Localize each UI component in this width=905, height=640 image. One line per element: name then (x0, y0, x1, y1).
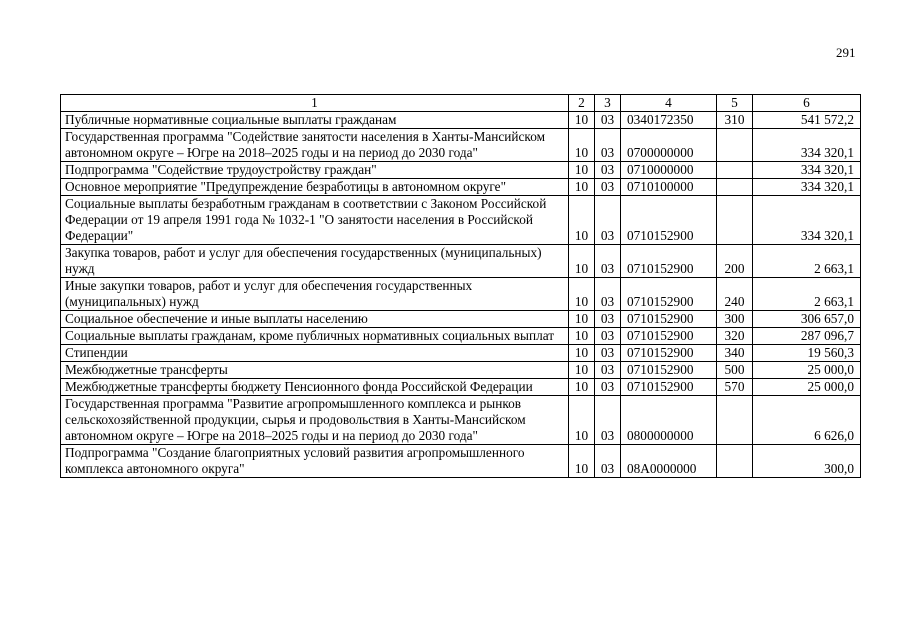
row-expense-type (717, 129, 753, 162)
row-expense-type (717, 396, 753, 445)
row-amount: 19 560,3 (753, 345, 861, 362)
row-target-code: 0710152900 (621, 278, 717, 311)
row-subsection: 03 (595, 278, 621, 311)
row-name: Социальные выплаты безработным гражданам в соответствии с Законом Российской Федерации от 19 апреля 1991 года № 1032-1 "О занятости населения в Российской Федерации" (61, 196, 569, 245)
row-name: Социальное обеспечение и иные выплаты населению (61, 311, 569, 328)
row-amount: 334 320,1 (753, 179, 861, 196)
row-target-code: 0710152900 (621, 245, 717, 278)
row-name: Иные закупки товаров, работ и услуг для обеспечения государственных (муниципальных) нужд (61, 278, 569, 311)
column-header: 1 (61, 95, 569, 112)
row-section: 10 (569, 196, 595, 245)
table-row (61, 311, 861, 328)
row-name: Социальные выплаты гражданам, кроме публичных нормативных социальных выплат (61, 328, 569, 345)
row-expense-type (717, 162, 753, 179)
row-section: 10 (569, 245, 595, 278)
row-name: Закупка товаров, работ и услуг для обеспечения государственных (муниципальных) нужд (61, 245, 569, 278)
row-section: 10 (569, 328, 595, 345)
table-row (61, 112, 861, 129)
row-target-code: 08А0000000 (621, 445, 717, 478)
row-name: Межбюджетные трансферты (61, 362, 569, 379)
row-section: 10 (569, 179, 595, 196)
row-expense-type: 310 (717, 112, 753, 129)
row-target-code: 0710000000 (621, 162, 717, 179)
row-expense-type: 200 (717, 245, 753, 278)
row-amount: 334 320,1 (753, 196, 861, 245)
table-row (61, 278, 861, 311)
table-row (61, 445, 861, 478)
row-amount: 25 000,0 (753, 362, 861, 379)
row-section: 10 (569, 445, 595, 478)
row-expense-type (717, 196, 753, 245)
row-amount: 2 663,1 (753, 278, 861, 311)
row-name: Государственная программа "Содействие занятости населения в Ханты-Мансийском автономном округе – Югре на 2018–2025 годы и на период до 2030 года" (61, 129, 569, 162)
row-expense-type (717, 179, 753, 196)
row-section: 10 (569, 162, 595, 179)
row-section: 10 (569, 379, 595, 396)
row-subsection: 03 (595, 362, 621, 379)
row-subsection: 03 (595, 311, 621, 328)
row-target-code: 0710152900 (621, 328, 717, 345)
row-expense-type (717, 445, 753, 478)
row-target-code: 0700000000 (621, 129, 717, 162)
row-amount: 334 320,1 (753, 129, 861, 162)
row-subsection: 03 (595, 162, 621, 179)
row-subsection: 03 (595, 379, 621, 396)
row-section: 10 (569, 311, 595, 328)
row-expense-type: 570 (717, 379, 753, 396)
row-name: Подпрограмма "Создание благоприятных условий развития агропромышленного комплекса автономного округа" (61, 445, 569, 478)
row-subsection: 03 (595, 328, 621, 345)
row-target-code: 0340172350 (621, 112, 717, 129)
row-subsection: 03 (595, 129, 621, 162)
row-subsection: 03 (595, 196, 621, 245)
table-row (61, 362, 861, 379)
table-row (61, 245, 861, 278)
budget-table (60, 94, 861, 478)
row-expense-type: 320 (717, 328, 753, 345)
column-header: 2 (569, 95, 595, 112)
row-section: 10 (569, 112, 595, 129)
table-header-row (61, 95, 861, 112)
row-section: 10 (569, 129, 595, 162)
row-expense-type: 300 (717, 311, 753, 328)
row-subsection: 03 (595, 396, 621, 445)
row-target-code: 0710152900 (621, 311, 717, 328)
row-section: 10 (569, 345, 595, 362)
row-expense-type: 340 (717, 345, 753, 362)
row-target-code: 0710152900 (621, 362, 717, 379)
row-section: 10 (569, 278, 595, 311)
row-section: 10 (569, 396, 595, 445)
row-section: 10 (569, 362, 595, 379)
column-header: 5 (717, 95, 753, 112)
row-target-code: 0710152900 (621, 379, 717, 396)
row-target-code: 0800000000 (621, 396, 717, 445)
row-subsection: 03 (595, 245, 621, 278)
table-row (61, 179, 861, 196)
row-subsection: 03 (595, 445, 621, 478)
table-row (61, 129, 861, 162)
row-amount: 2 663,1 (753, 245, 861, 278)
row-target-code: 0710100000 (621, 179, 717, 196)
row-amount: 306 657,0 (753, 311, 861, 328)
row-subsection: 03 (595, 112, 621, 129)
row-name: Межбюджетные трансферты бюджету Пенсионного фонда Российской Федерации (61, 379, 569, 396)
table-row (61, 162, 861, 179)
row-expense-type: 240 (717, 278, 753, 311)
row-amount: 334 320,1 (753, 162, 861, 179)
row-target-code: 0710152900 (621, 345, 717, 362)
row-subsection: 03 (595, 179, 621, 196)
row-amount: 25 000,0 (753, 379, 861, 396)
row-name: Подпрограмма "Содействие трудоустройству граждан" (61, 162, 569, 179)
table-row (61, 328, 861, 345)
row-amount: 300,0 (753, 445, 861, 478)
row-name: Стипендии (61, 345, 569, 362)
table-row (61, 196, 861, 245)
table-row (61, 379, 861, 396)
row-amount: 287 096,7 (753, 328, 861, 345)
page-number: 291 (836, 45, 856, 60)
column-header: 3 (595, 95, 621, 112)
row-amount: 6 626,0 (753, 396, 861, 445)
row-target-code: 0710152900 (621, 196, 717, 245)
row-name: Публичные нормативные социальные выплаты гражданам (61, 112, 569, 129)
table-row (61, 345, 861, 362)
row-expense-type: 500 (717, 362, 753, 379)
row-subsection: 03 (595, 345, 621, 362)
row-name: Государственная программа "Развитие агропромышленного комплекса и рынков сельскохозяйственной продукции, сырья и продовольствия в Ханты-Мансийском автономном округе – Югре на 2018–2025 годы и на период до 2030 года" (61, 396, 569, 445)
table-row (61, 396, 861, 445)
column-header: 4 (621, 95, 717, 112)
row-amount: 541 572,2 (753, 112, 861, 129)
row-name: Основное мероприятие "Предупреждение безработицы в автономном округе" (61, 179, 569, 196)
column-header: 6 (753, 95, 861, 112)
